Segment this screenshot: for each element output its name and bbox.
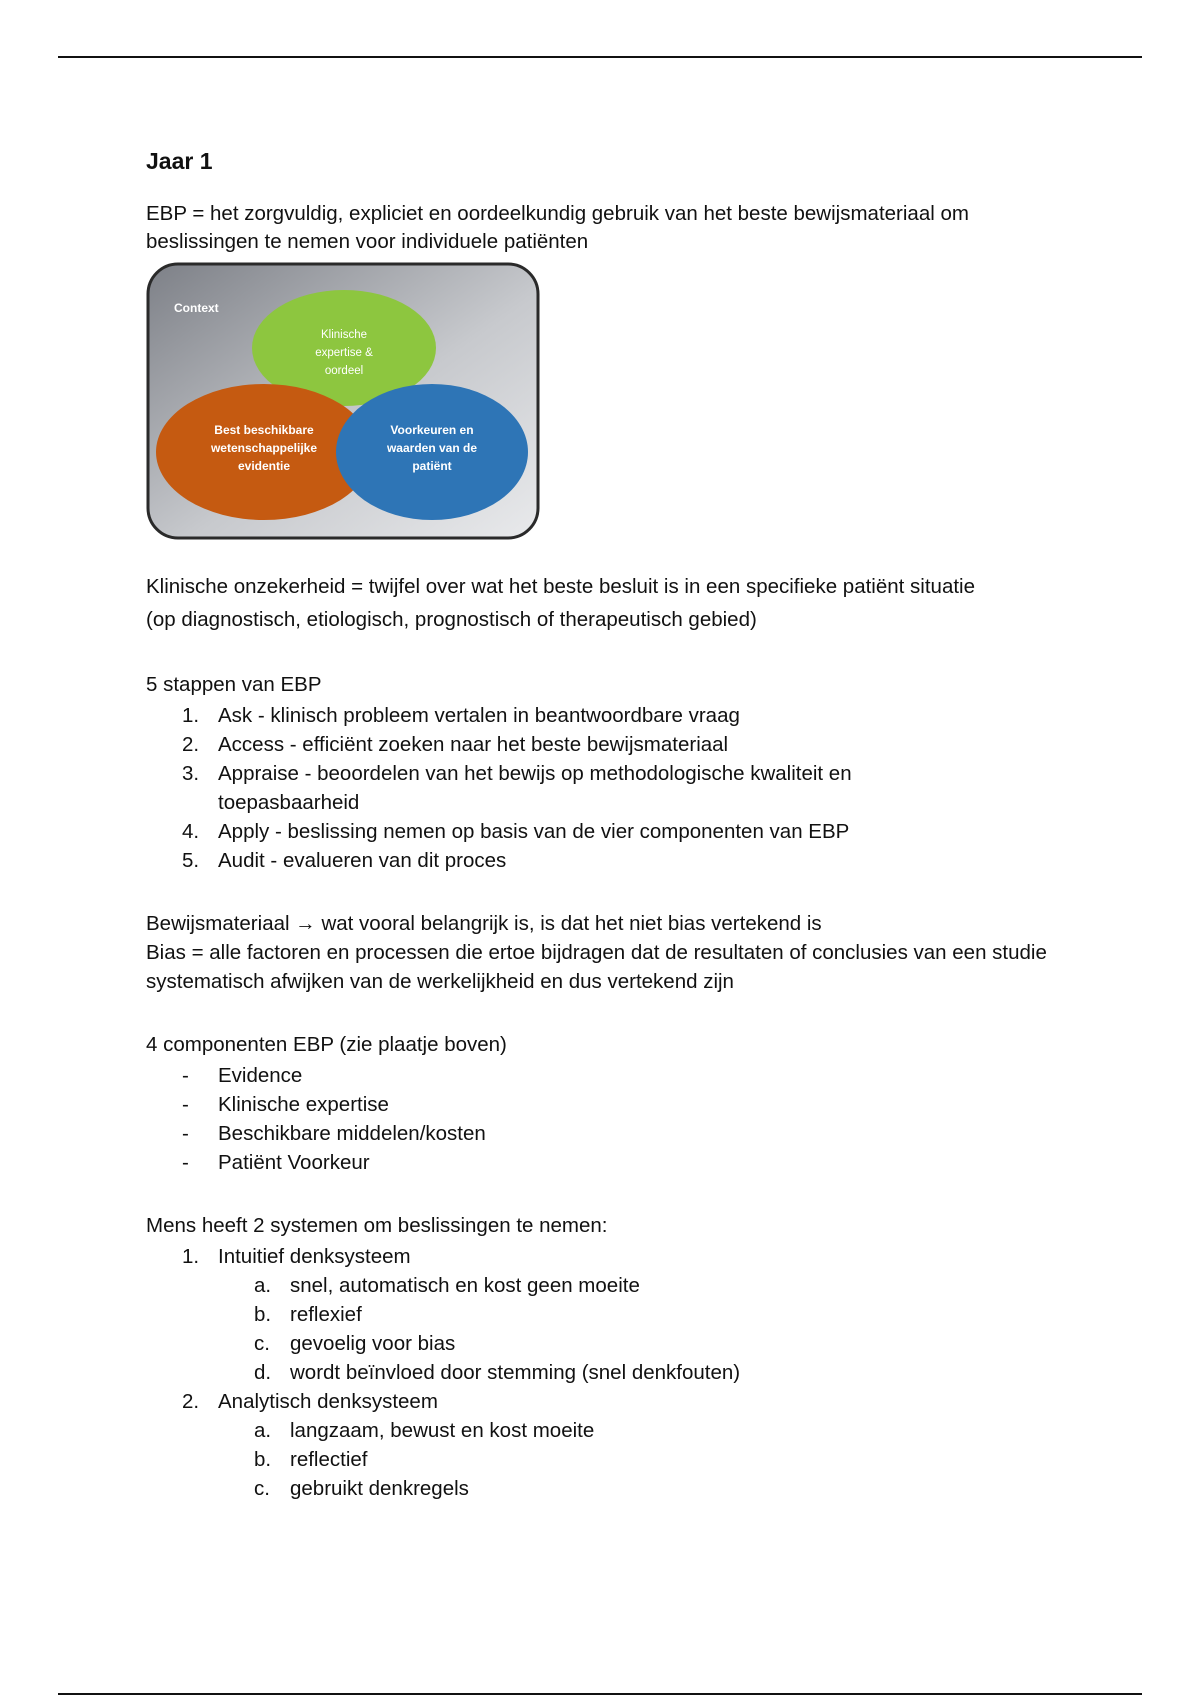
intuitive-sub-list (146, 1271, 1076, 1387)
bottom-rule (58, 1693, 1142, 1695)
list-marker: 1. (182, 704, 200, 727)
list-item (146, 1271, 1076, 1300)
bias-section (146, 909, 1076, 996)
uncertainty-line-1: Klinische onzekerheid = twijfel over wat het beste besluit is in een specifieke patiënt situatie (146, 575, 976, 598)
list-item (146, 701, 1076, 730)
sub-item-text: gevoelig voor bias (290, 1332, 456, 1355)
sub-item-text: langzaam, bewust en kost moeite (290, 1419, 595, 1442)
green-label-line-1: Klinische (320, 329, 368, 341)
step-text: Appraise - beoordelen van het bewijs op methodologische kwaliteit en toepasbaarheid (218, 762, 852, 814)
uncertainty-line-2: (op diagnostisch, etiologisch, prognostisch of therapeutisch gebied) (146, 608, 757, 631)
list-marker: 5. (182, 849, 200, 872)
component-text: Klinische expertise (218, 1093, 389, 1116)
list-item (146, 846, 1076, 875)
step-text: Apply - beslissing nemen op basis van de vier componenten van EBP (218, 820, 850, 843)
list-marker: - (182, 1151, 189, 1174)
list-marker: 3. (182, 762, 200, 785)
list-item (146, 1242, 1076, 1271)
blue-label-line-1: Voorkeuren en (390, 423, 474, 437)
bias-line-2: Bias = alle factoren en processen die ertoe bijdragen dat de resultaten of conclusies van een studie systematisch afwijken van de werkelijkheid en dus vertekend zijn (146, 941, 1047, 993)
steps-title: 5 stappen van EBP (146, 673, 322, 696)
ebp-venn-diagram (146, 262, 540, 540)
systems-title: Mens heeft 2 systemen om beslissingen te nemen: (146, 1214, 608, 1237)
list-marker: 2. (182, 1390, 200, 1413)
list-marker: b. (254, 1303, 272, 1326)
list-item (146, 1358, 1076, 1387)
component-text: Beschikbare middelen/kosten (218, 1122, 486, 1145)
list-item (146, 1416, 1076, 1445)
sub-item-text: reflectief (290, 1448, 368, 1471)
list-marker: - (182, 1093, 189, 1116)
steps-list (146, 701, 1076, 875)
sub-item-text: wordt beïnvloed door stemming (snel denkfouten) (290, 1361, 741, 1384)
system-text: Intuitief denksysteem (218, 1245, 411, 1268)
sub-item-text: gebruikt denkregels (290, 1477, 469, 1500)
steps-section (146, 670, 1076, 875)
step-text: Access - efficiënt zoeken naar het beste bewijsmateriaal (218, 733, 729, 756)
list-item (146, 1445, 1076, 1474)
uncertainty-block (146, 570, 1076, 636)
sub-item-text: snel, automatisch en kost geen moeite (290, 1274, 640, 1297)
page-title: Jaar 1 (146, 148, 213, 174)
list-marker: d. (254, 1361, 272, 1384)
list-marker: 4. (182, 820, 200, 843)
list-marker: a. (254, 1419, 272, 1442)
list-marker: - (182, 1064, 189, 1087)
list-marker: a. (254, 1274, 272, 1297)
list-item (146, 1300, 1076, 1329)
list-marker: - (182, 1122, 189, 1145)
list-marker: c. (254, 1477, 270, 1500)
component-text: Evidence (218, 1064, 303, 1087)
analytic-sub-list (146, 1416, 1076, 1503)
step-text: Ask - klinisch probleem vertalen in beantwoordbare vraag (218, 704, 740, 727)
list-item (146, 1148, 1076, 1177)
list-item (146, 1119, 1076, 1148)
list-marker: c. (254, 1332, 270, 1355)
systems-list-continued (146, 1387, 1076, 1416)
list-item (146, 1387, 1076, 1416)
context-label: Context (174, 301, 219, 315)
sub-item-text: reflexief (290, 1303, 362, 1326)
components-list (146, 1061, 1076, 1177)
components-section (146, 1030, 1076, 1177)
system-text: Analytisch denksysteem (218, 1390, 438, 1413)
list-item (146, 1090, 1076, 1119)
components-title: 4 componenten EBP (zie plaatje boven) (146, 1033, 507, 1056)
list-item (146, 730, 1076, 759)
green-label-line-2: expertise & (315, 347, 373, 359)
ebp-definition: EBP = het zorgvuldig, expliciet en oordeelkundig gebruik van het beste bewijsmateriaal om beslissingen te nemen voor individuele patiënten (146, 202, 969, 253)
list-item (146, 1329, 1076, 1358)
list-item (146, 1474, 1076, 1503)
document-content (146, 146, 1076, 1503)
list-item (146, 759, 1076, 817)
component-text: Patiënt Voorkeur (218, 1151, 370, 1174)
list-marker: b. (254, 1448, 272, 1471)
top-rule (58, 56, 1142, 58)
step-text: Audit - evalueren van dit proces (218, 849, 507, 872)
systems-section (146, 1211, 1076, 1503)
list-item (146, 1061, 1076, 1090)
bias-line-1: Bewijsmateriaal → wat vooral belangrijk is, is dat het niet bias vertekend is (146, 912, 822, 935)
blue-label-line-2: waarden van de (386, 441, 478, 455)
orange-label-line-1: Best beschikbare (214, 423, 314, 437)
blue-label-line-3: patiënt (412, 459, 452, 473)
list-marker: 1. (182, 1245, 200, 1268)
systems-list (146, 1242, 1076, 1271)
list-marker: 2. (182, 733, 200, 756)
ebp-venn-figure (146, 262, 540, 540)
orange-label-line-2: wetenschappelijke (210, 441, 318, 455)
green-label-line-3: oordeel (324, 365, 364, 377)
orange-label-line-3: evidentie (237, 459, 291, 473)
list-item (146, 817, 1076, 846)
